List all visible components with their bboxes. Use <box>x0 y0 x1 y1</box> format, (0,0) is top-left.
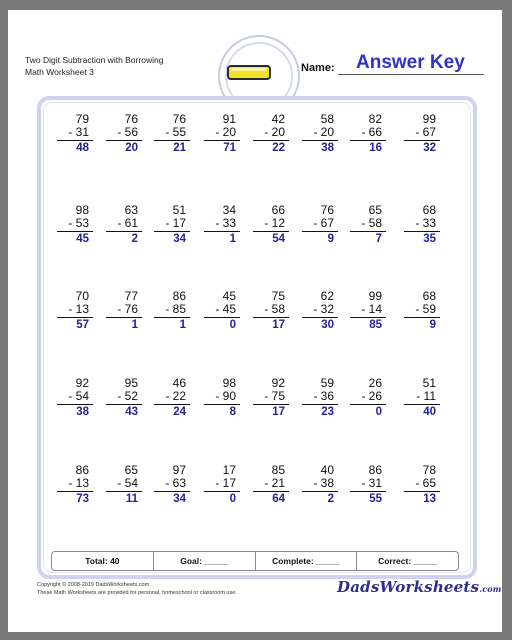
subtraction-problem <box>51 113 95 163</box>
subtrahend: - 20 <box>313 125 334 139</box>
answer: 7 <box>375 233 382 245</box>
answer: 17 <box>272 406 285 418</box>
answer: 0 <box>229 319 236 331</box>
subtraction-problem <box>148 113 192 163</box>
subtrahend: - 76 <box>117 302 138 316</box>
answer: 1 <box>179 319 186 331</box>
subtrahend: - 21 <box>264 476 285 490</box>
answer: 71 <box>223 142 236 154</box>
subtraction-problem <box>398 290 442 340</box>
goal-cell: Goal: _____ <box>154 552 256 570</box>
answer: 11 <box>125 493 138 505</box>
copyright-line-2: These Math Worksheets are provided for personal, homeschool or classroom use. <box>37 590 237 596</box>
minuend: 78 <box>422 463 436 477</box>
subtraction-problem <box>148 290 192 340</box>
subtrahend: - 61 <box>117 216 138 230</box>
subtraction-problem <box>51 464 95 514</box>
subtrahend: - 55 <box>165 125 186 139</box>
subtraction-problem <box>247 464 291 514</box>
answer: 2 <box>327 493 334 505</box>
copyright-line-1: Copyright © 2008-2019 DadsWorksheets.com <box>37 582 150 588</box>
minuend: 63 <box>124 203 138 217</box>
dadsworksheets-logo: DadsWorksheets.com <box>337 578 502 596</box>
name-label: Name: <box>301 62 335 74</box>
subtrahend: - 13 <box>68 476 89 490</box>
complete-cell: Complete: _____ <box>256 552 358 570</box>
subtraction-problem <box>344 290 388 340</box>
minuend: 42 <box>271 112 285 126</box>
title-line-2: Math Worksheet 3 <box>25 67 94 77</box>
subtraction-problem <box>398 464 442 514</box>
subtraction-problem <box>148 464 192 514</box>
subtrahend: - 14 <box>361 302 382 316</box>
minuend: 98 <box>75 203 89 217</box>
answer: 45 <box>76 233 89 245</box>
minuend: 75 <box>271 289 285 303</box>
minuend: 86 <box>368 463 382 477</box>
minuend: 77 <box>124 289 138 303</box>
subtraction-problem <box>51 377 95 427</box>
answer: 38 <box>76 406 89 418</box>
subtrahend: - 66 <box>361 125 382 139</box>
subtraction-problem <box>296 113 340 163</box>
subtraction-problem <box>398 377 442 427</box>
subtraction-problem <box>148 204 192 254</box>
answer: 9 <box>429 319 436 331</box>
answer: 8 <box>229 406 236 418</box>
subtrahend: - 58 <box>264 302 285 316</box>
minuend: 59 <box>320 376 334 390</box>
answer: 48 <box>76 142 89 154</box>
minuend: 17 <box>222 463 236 477</box>
subtrahend: - 31 <box>68 125 89 139</box>
name-line <box>338 74 484 75</box>
minuend: 76 <box>124 112 138 126</box>
subtrahend: - 90 <box>215 389 236 403</box>
minuend: 68 <box>422 203 436 217</box>
subtrahend: - 11 <box>416 389 436 403</box>
total-cell: Total: 40 <box>52 552 154 570</box>
answer: 2 <box>131 233 138 245</box>
subtrahend: - 63 <box>165 476 186 490</box>
title-line-1: Two Digit Subtraction with Borrowing <box>25 55 164 65</box>
subtraction-problem <box>398 204 442 254</box>
minuend: 97 <box>172 463 186 477</box>
answer: 57 <box>76 319 89 331</box>
subtraction-problem <box>247 377 291 427</box>
minuend: 26 <box>368 376 382 390</box>
answer: 55 <box>369 493 382 505</box>
minuend: 62 <box>320 289 334 303</box>
answer-key-label: Answer Key <box>356 52 465 73</box>
subtraction-problem <box>198 204 242 254</box>
subtrahend: - 31 <box>361 476 382 490</box>
eraser-icon <box>226 63 272 82</box>
subtrahend: - 17 <box>165 216 186 230</box>
subtraction-problem <box>398 113 442 163</box>
answer: 43 <box>125 406 138 418</box>
answer: 34 <box>173 233 186 245</box>
subtraction-problem <box>247 204 291 254</box>
subtrahend: - 67 <box>415 125 436 139</box>
minuend: 79 <box>75 112 89 126</box>
answer: 20 <box>125 142 138 154</box>
answer: 0 <box>229 493 236 505</box>
subtraction-problem <box>296 464 340 514</box>
subtrahend: - 20 <box>215 125 236 139</box>
subtrahend: - 65 <box>415 476 436 490</box>
answer: 21 <box>173 142 186 154</box>
minuend: 51 <box>422 376 436 390</box>
subtrahend: - 85 <box>165 302 186 316</box>
minuend: 34 <box>222 203 236 217</box>
subtrahend: - 56 <box>117 125 138 139</box>
minuend: 65 <box>124 463 138 477</box>
subtrahend: - 12 <box>264 216 285 230</box>
subtrahend: - 54 <box>117 476 138 490</box>
answer: 1 <box>229 233 236 245</box>
minuend: 99 <box>422 112 436 126</box>
subtrahend: - 33 <box>215 216 236 230</box>
answer: 17 <box>272 319 285 331</box>
minuend: 68 <box>422 289 436 303</box>
subtraction-problem <box>100 464 144 514</box>
answer: 1 <box>131 319 138 331</box>
minuend: 66 <box>271 203 285 217</box>
subtraction-problem <box>51 204 95 254</box>
subtrahend: - 45 <box>215 302 236 316</box>
answer: 13 <box>423 493 436 505</box>
minuend: 95 <box>124 376 138 390</box>
answer: 40 <box>423 406 436 418</box>
subtrahend: - 36 <box>313 389 334 403</box>
subtrahend: - 33 <box>415 216 436 230</box>
answer: 34 <box>173 493 186 505</box>
subtraction-problem <box>100 204 144 254</box>
copyright-notice <box>37 581 237 597</box>
answer: 64 <box>272 493 285 505</box>
correct-cell: Correct: _____ <box>378 556 438 566</box>
score-footer <box>51 551 459 571</box>
subtraction-problem <box>51 290 95 340</box>
minuend: 65 <box>368 203 382 217</box>
subtraction-problem <box>344 113 388 163</box>
subtraction-problem <box>198 464 242 514</box>
subtrahend: - 22 <box>165 389 186 403</box>
answer: 24 <box>173 406 186 418</box>
minuend: 86 <box>172 289 186 303</box>
answer: 54 <box>272 233 285 245</box>
subtrahend: - 26 <box>361 389 382 403</box>
answer: 30 <box>321 319 334 331</box>
subtraction-problem <box>247 113 291 163</box>
worksheet-title <box>25 54 163 78</box>
subtrahend: - 17 <box>215 476 236 490</box>
subtraction-problem <box>344 377 388 427</box>
minuend: 58 <box>320 112 334 126</box>
subtraction-problem <box>100 377 144 427</box>
subtrahend: - 67 <box>313 216 334 230</box>
subtrahend: - 75 <box>264 389 285 403</box>
subtraction-problem <box>198 377 242 427</box>
answer: 73 <box>76 493 89 505</box>
answer: 85 <box>369 319 382 331</box>
answer: 0 <box>375 406 382 418</box>
subtrahend: - 59 <box>415 302 436 316</box>
minuend: 40 <box>320 463 334 477</box>
subtrahend: - 20 <box>264 125 285 139</box>
minuend: 82 <box>368 112 382 126</box>
minuend: 86 <box>75 463 89 477</box>
subtraction-problem <box>344 204 388 254</box>
subtrahend: - 38 <box>313 476 334 490</box>
subtrahend: - 53 <box>68 216 89 230</box>
minuend: 51 <box>172 203 186 217</box>
answer: 32 <box>423 142 436 154</box>
minuend: 45 <box>222 289 236 303</box>
minuend: 98 <box>222 376 236 390</box>
minuend: 76 <box>172 112 186 126</box>
answer: 22 <box>272 142 285 154</box>
subtraction-problem <box>198 113 242 163</box>
minuend: 91 <box>222 112 236 126</box>
subtraction-problem <box>247 290 291 340</box>
subtraction-problem <box>344 464 388 514</box>
subtraction-problem <box>100 290 144 340</box>
minuend: 85 <box>271 463 285 477</box>
subtraction-problem <box>296 377 340 427</box>
answer: 38 <box>321 142 334 154</box>
minuend: 92 <box>271 376 285 390</box>
answer: 16 <box>369 142 382 154</box>
subtrahend: - 32 <box>313 302 334 316</box>
minuend: 92 <box>75 376 89 390</box>
answer: 23 <box>321 406 334 418</box>
subtrahend: - 13 <box>68 302 89 316</box>
subtraction-problem <box>296 204 340 254</box>
minuend: 70 <box>75 289 89 303</box>
subtraction-problem <box>100 113 144 163</box>
minuend: 46 <box>172 376 186 390</box>
minuend: 99 <box>368 289 382 303</box>
answer: 35 <box>423 233 436 245</box>
subtraction-problem <box>198 290 242 340</box>
answer: 9 <box>327 233 334 245</box>
subtrahend: - 52 <box>117 389 138 403</box>
subtraction-problem <box>148 377 192 427</box>
subtrahend: - 58 <box>361 216 382 230</box>
minuend: 76 <box>320 203 334 217</box>
subtrahend: - 54 <box>68 389 89 403</box>
subtraction-problem <box>296 290 340 340</box>
